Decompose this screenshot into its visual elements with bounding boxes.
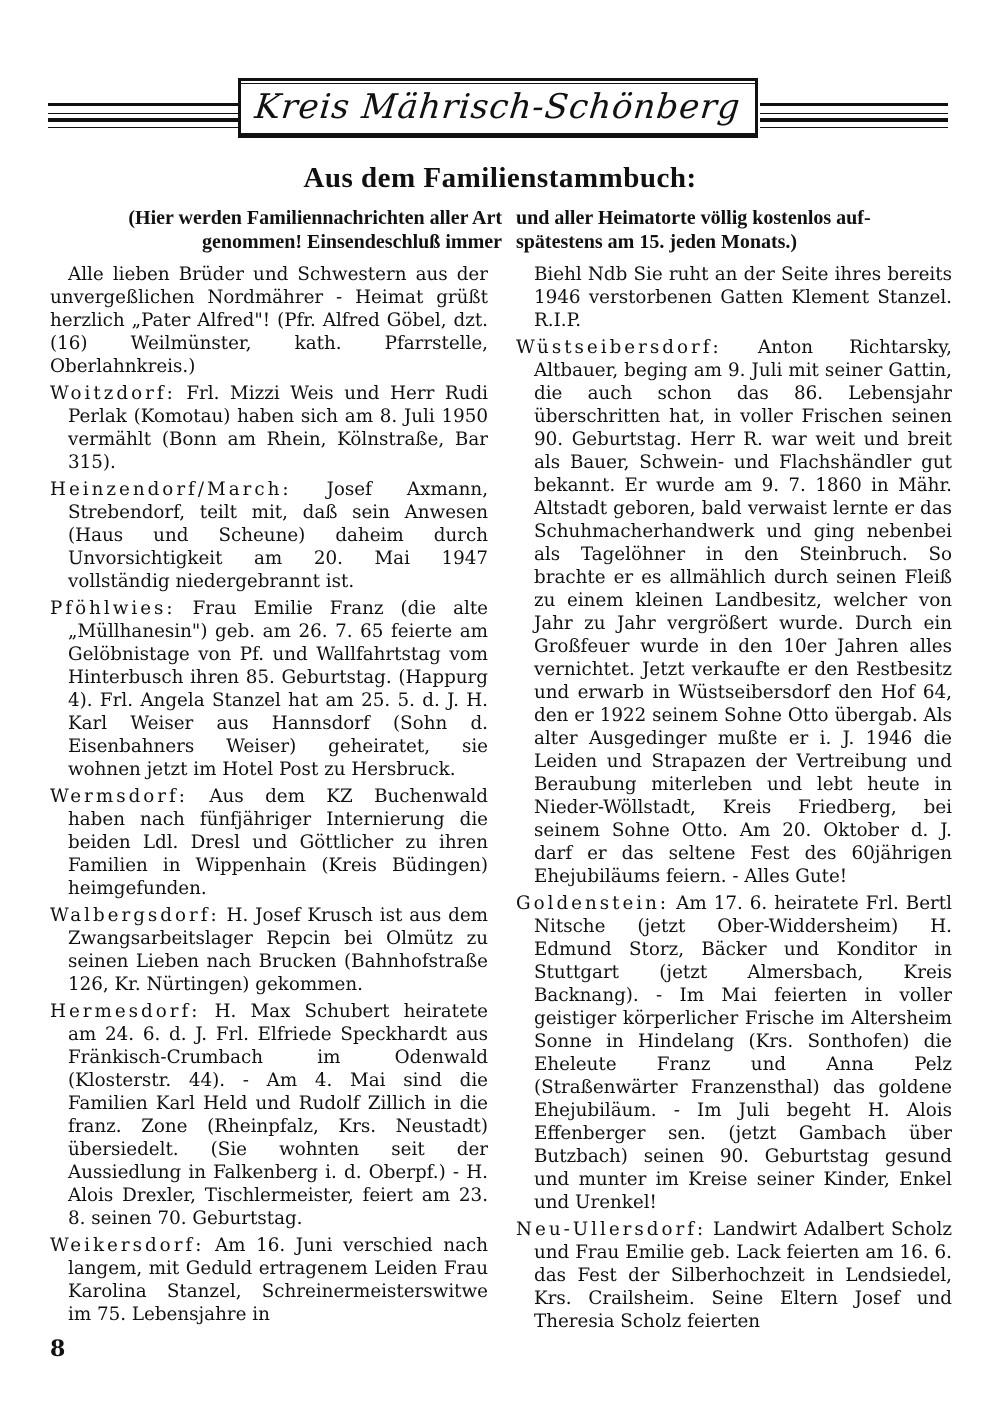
place-name: Weikersdorf: [50, 1235, 205, 1256]
notice-text: Landwirt Adalbert Scholz und Frau Emilie geb. Lack feierten am 16. 6. das Fest der Silberhochzeit in Lendsiedel, Krs. Crailsheim. Seine Eltern Josef und Theresia Scholz feierten [534, 1219, 952, 1332]
intro-note-right [516, 206, 952, 254]
title-box-inner-rule [241, 83, 755, 84]
intro-line: und aller Heimatorte völlig kostenlos auf- [516, 207, 871, 229]
notice-text: Frau Emilie Franz (die alte „Müllhanesin") geb. am 26. 7. 65 feierte am Gelöbnistage von Pf. und Wallfahrtstag vom Hinterbusch ihren 85. Geburtstag. (Happurg 4). Frl. Angela Stanzel hat am 25. 5. d. J. H. Karl Weiser aus Hannsdorf (Sohn d. Eisenbahners Weiser) geheiratet, sie wohnen jetzt im Hotel Post zu Hersbruck. [68, 598, 488, 780]
family-notice [50, 382, 488, 474]
place-name: Heinzendorf/March: [50, 479, 292, 500]
notice-text: Am 17. 6. heiratete Frl. Bertl Nitsche (jetzt Ober-Widdersheim) H. Edmund Storz, Bäcker und Konditor in Stuttgart (jetzt Almersbach, Kreis Backnang). - Im Mai feierten in voller geistiger körperlicher Frische im Altersheim Sonne in Hindelang (Krs. Sonthofen) die Eheleute Franz und Anna Pelz (Straßenwärter Franzensthal) das goldene Ehejubiläum. - Im Juli begeht H. Alois Effenberger sen. (jetzt Gambach über Butzbach) seinen 90. Geburtstag gesund und munter im Kreise seiner Kinder, Enkel und Urenkel! [534, 893, 952, 1213]
notice-text: H. Josef Krusch ist aus dem Zwangsarbeitslager Repcin bei Olmütz zu seinen Lieben nach Brucken (Bahnhofstraße 126, Kr. Nürtingen) gekommen. [68, 905, 488, 995]
place-name: Neu-Ullersdorf: [516, 1219, 707, 1240]
district-title: Kreis Mährisch-Schönberg [253, 87, 743, 127]
family-notice [50, 597, 488, 781]
intro-line: spätestens am 15. jeden Monats.) [516, 231, 798, 253]
intro-line: (Hier werden Familiennachrichten aller Art [128, 207, 502, 229]
notice-text: Josef Axmann, Strebendorf, teilt mit, daß sein Anwesen (Haus und Scheune) daheim durch Unvorsichtigkeit am 20. Mai 1947 vollständig niedergebrannt ist. [68, 479, 489, 592]
intro-note-left [50, 206, 502, 254]
intro-line: genommen! Einsendeschluß immer [202, 231, 502, 253]
place-name: Wüstseibersdorf: [516, 337, 722, 358]
family-notice [50, 1000, 488, 1230]
notice-text: H. Max Schubert heiratete am 24. 6. d. J. Frl. Elfriede Speckhardt aus Fränkisch-Crumbach im Odenwald (Klosterstr. 44). - Am 4. Mai sind die Familien Karl Held und Rudolf Zillich in die franz. Zone (Rheinpfalz, Krs. Neustadt) übersiedelt. (Sie wohnten seit der Aussiedlung in Falkenberg i. d. Oberpf.) - H. Alois Drexler, Tischlermeister, feiert am 23. 8. seinen 70. Geburtstag. [68, 1001, 488, 1229]
place-name: Walbergsdorf: [50, 905, 220, 926]
family-notice [516, 336, 952, 888]
header-rule [48, 118, 238, 122]
section-heading: Aus dem Familienstammbuch: [303, 162, 697, 194]
header-rule [760, 113, 948, 114]
notice-text: Am 16. Juni verschied nach langem, mit Geduld ertragenem Leiden Frau Karolina Stanzel, Schreinermeisterswitwe im 75. Lebensjahre in [68, 1235, 488, 1325]
family-notice [50, 904, 488, 996]
place-name: Hermesdorf: [50, 1001, 201, 1022]
district-header [48, 78, 948, 148]
notice-text: Frl. Mizzi Weis und Herr Rudi Perlak (Komotau) haben sich am 8. Juli 1950 vermählt (Bonn am Rhein, Kölnstraße, Bar 315). [68, 383, 488, 473]
left-column [50, 263, 488, 1330]
family-notice [50, 785, 488, 900]
family-notice [50, 1234, 488, 1326]
header-rule [48, 103, 238, 106]
header-rule [760, 118, 948, 122]
notice-text: Aus dem KZ Buchenwald haben nach fünfjähriger Internierung die beiden Ldl. Dresl und Göttlicher zu ihren Familien in Wippenhain (Kreis Büdingen) heimgefunden. [68, 786, 488, 899]
place-name: Pföhlwies: [50, 598, 176, 619]
header-rule [48, 127, 238, 128]
greeting-paragraph: Alle lieben Brüder und Schwestern aus der unvergeßlichen Nordmährer - Heimat grüßt herzlich „Pater Alfred"! (Pfr. Alfred Göbel, dzt. (16) Weilmünster, kath. Pfarrstelle, Oberlahnkreis.) [50, 264, 488, 377]
right-column [516, 263, 952, 1337]
family-notice [50, 478, 488, 593]
continued-notice: Biehl Ndb Sie ruht an der Seite ihres bereits 1946 verstorbenen Gatten Klement Stanzel. R.I.P. [534, 264, 952, 331]
header-rule [760, 127, 948, 128]
place-name: Woitzdorf: [50, 383, 176, 404]
district-title-box [238, 78, 758, 138]
notice-text: Anton Richtarsky, Altbauer, beging am 9. Juli mit seiner Gattin, die auch schon das 86. Lebensjahr überschritten hat, in voller Frischen seinen 90. Geburtstag. Herr R. war weit und breit als Bauer, Schwein- und Flachshändler gut bekannt. Er wurde am 9. 7. 1860 in Mähr. Altstadt geboren, bald verwaist lernte er das Schuhmacherhandwerk und ging nebenbei als Tagelöhner in den Steinbruch. So brachte er es allmählich durch seinen Fleiß zu einem kleinen Landbesitz, welcher von Jahr zu Jahr vergrößert wurde. Durch ein Großfeuer wurde in den 10er Jahren alles vernichtet. Jetzt verkaufte er den Restbesitz und erwarb in Wüstseibersdorf den Hof 64, den er 1922 seinem Sohne Otto übergab. Als alter Ausgedinger mußte er i. J. 1946 die Leiden und Strapazen der Vertreibung und Beraubung miterleben und lebt heute in Nieder-Wöllstadt, Kreis Friedberg, bei seinem Sohne Otto. Am 20. Oktober d. J. darf er das seltene Fest des 60jährigen Ehejubiläums feiern. - Alles Gute! [534, 337, 952, 887]
family-notice [516, 892, 952, 1214]
family-notice [516, 1218, 952, 1333]
place-name: Wermsdorf: [50, 786, 188, 807]
page-number: 8 [50, 1336, 66, 1362]
place-name: Goldenstein: [516, 893, 670, 914]
header-rule [760, 103, 948, 106]
header-rule [48, 113, 238, 114]
